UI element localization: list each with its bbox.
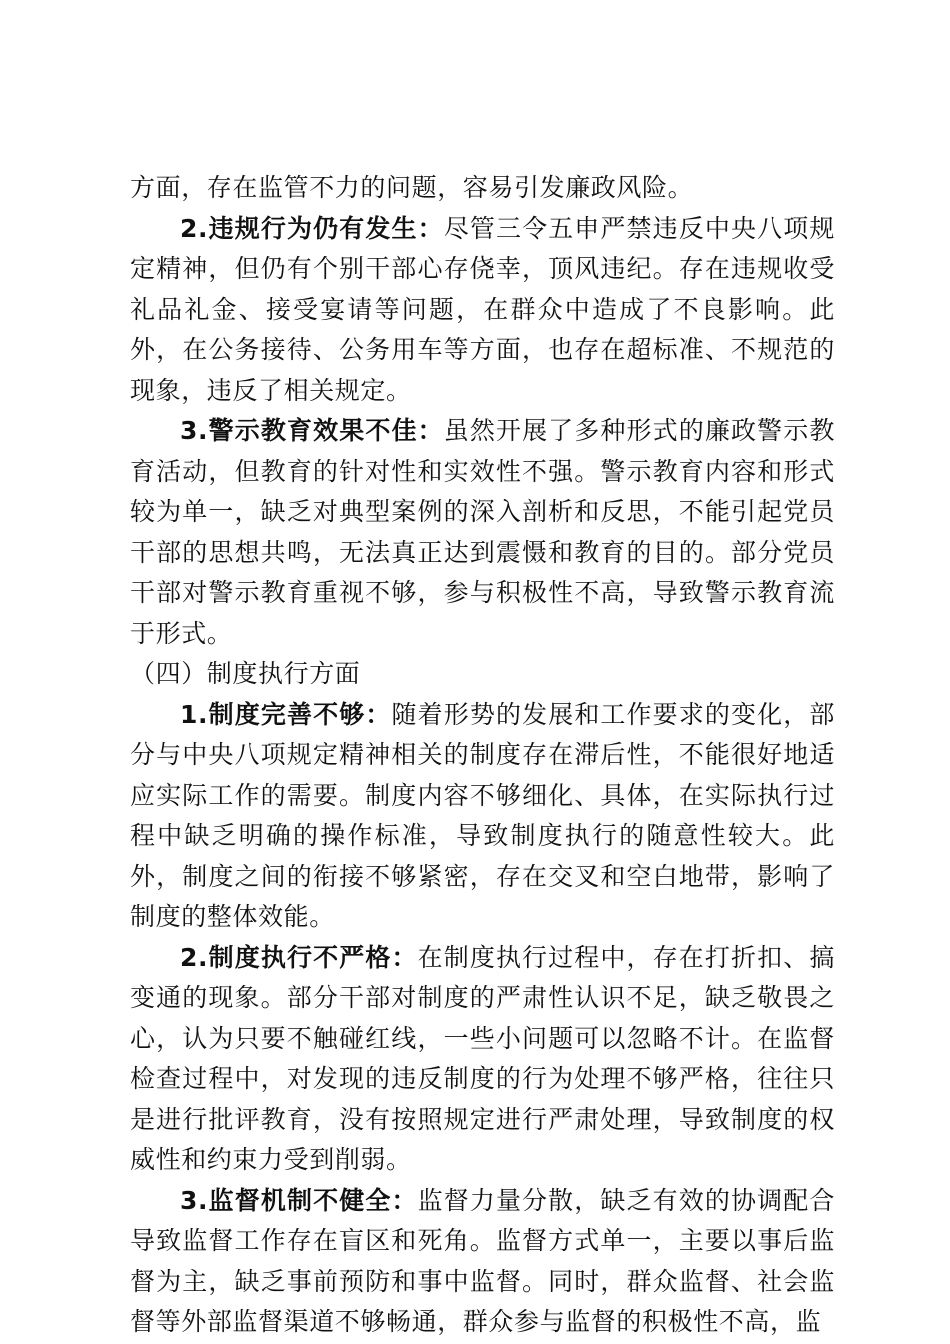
paragraph-system-improvement [130,695,835,938]
paragraph-lead: 3.监督机制不健全： [180,1185,418,1215]
paragraph-text: 方面，存在监管不力的问题，容易引发廉政风险。 [130,173,694,202]
paragraph-text: 虽然开展了多种形式的廉政警示教育活动，但教育的针对性和实效性不强。警示教育内容和形式较为单一，缺乏对典型案例的深入剖析和反思，不能引起党员干部的思想共鸣，无法真正达到震慑和教育的目的。部分党员干部对警示教育重视不够，参与积极性不高，导致警示教育流于形式。 [130,416,835,648]
paragraph-supervision-mechanism [130,1181,835,1343]
paragraph-lead: 2.违规行为仍有发生： [180,213,444,243]
paragraph-lead: 2.制度执行不严格： [180,942,418,972]
paragraph-text: 尽管三令五申严禁违反中央八项规定精神，但仍有个别干部心存侥幸，顶风违纪。存在违规收受礼品礼金、接受宴请等问题，在群众中造成了不良影响。此外，在公务接待、公务用车等方面，也存在超标准、不规范的现象，违反了相关规定。 [130,213,835,405]
document-body [130,168,835,1343]
paragraph-text: 随着形势的发展和工作要求的变化，部分与中央八项规定精神相关的制度存在滞后性，不能很好地适应实际工作的需要。制度内容不够细化、具体，在实际执行过程中缺乏明确的操作标准，导致制度执行的随意性较大。此外，制度之间的衔接不够紧密，存在交叉和空白地带，影响了制度的整体效能。 [130,699,836,931]
paragraph-system-execution [130,938,835,1181]
paragraph-violations [130,209,835,412]
paragraph-continuation [130,168,835,209]
paragraph-warning-education [130,411,835,654]
paragraph-text: 在制度执行过程中，存在打折扣、搞变通的现象。部分干部对制度的严肃性认识不足，缺乏敬畏之心，认为只要不触碰红线，一些小问题可以忽略不计。在监督检查过程中，对发现的违反制度的行为处理不够严格，往往只是进行批评教育，没有按照规定进行严肃处理，导致制度的权威性和约束力受到削弱。 [130,942,835,1174]
paragraph-lead: 1.制度完善不够： [180,699,392,729]
paragraph-text: 监督力量分散，缺乏有效的协调配合导致监督工作存在盲区和死角。监督方式单一，主要以事后监督为主，缺乏事前预防和事中监督。同时，群众监督、社会监督等外部监督渠道不够畅通，群众参与监督的积极性不高，监 [130,1185,835,1336]
section-heading: （四）制度执行方面 [130,659,361,688]
paragraph-lead: 3.警示教育效果不佳： [180,416,444,445]
